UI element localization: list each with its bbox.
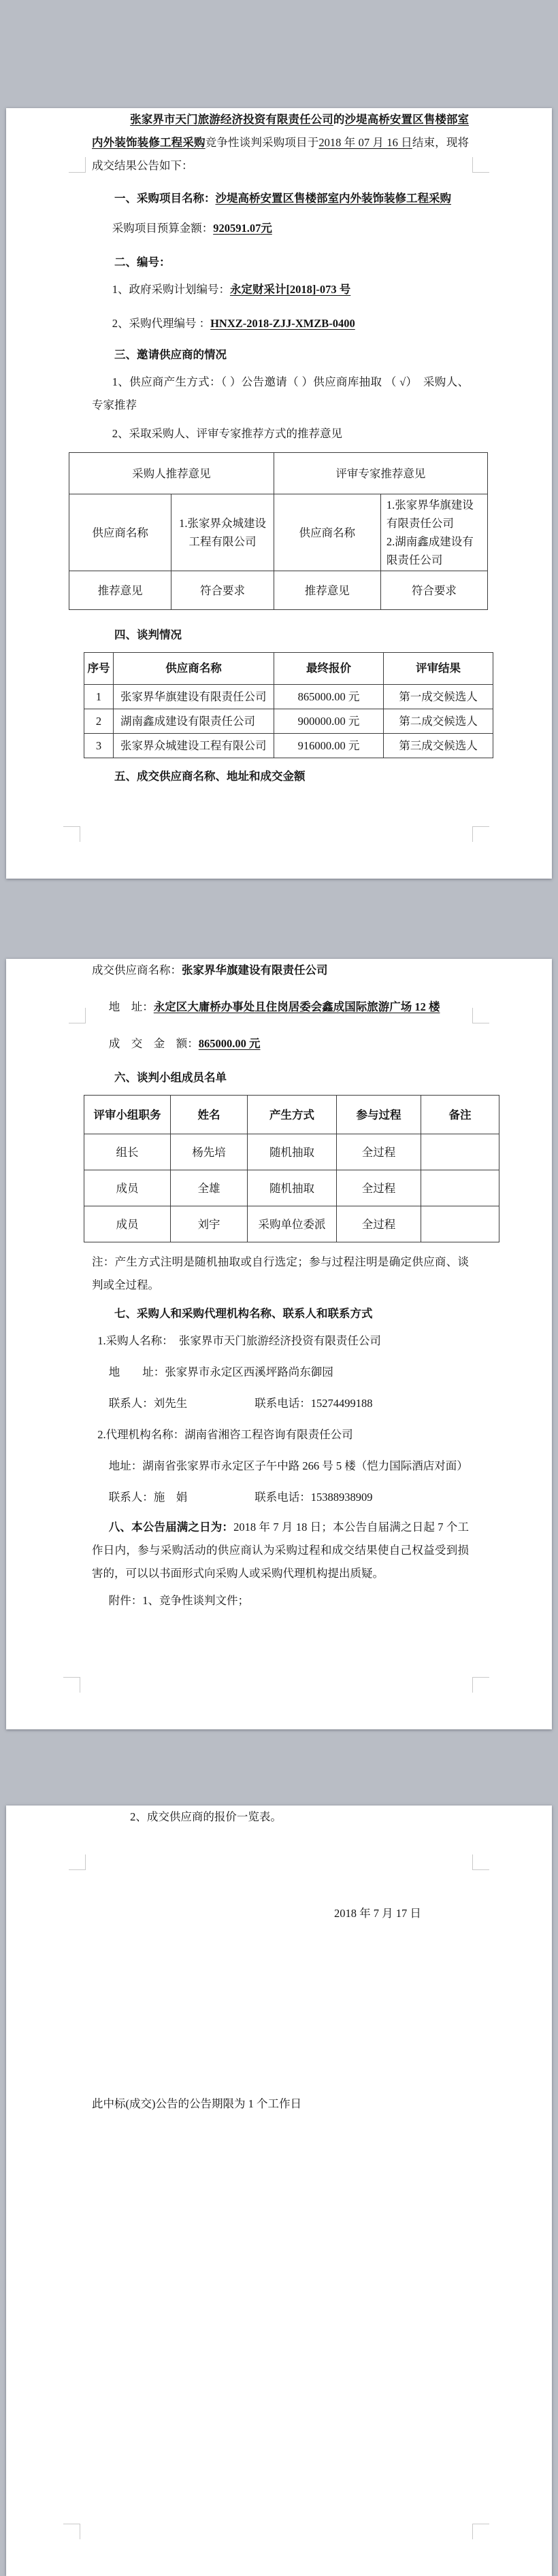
- table-cell: 评审小组职务: [84, 1096, 171, 1134]
- table-cell: 全雄: [171, 1170, 248, 1206]
- buyer-name-line: 1.采购人名称： 张家界市天门旅游经济投资有限责任公司: [97, 1334, 381, 1347]
- table-cell: 供应商名称: [69, 494, 171, 571]
- table-cell: 第一成交候选人: [384, 685, 493, 709]
- recommendation-table: [69, 452, 488, 610]
- intro-mid: 竞争性谈判采购项目于: [205, 136, 319, 149]
- end-date: 2018 年 07 月 16 日: [318, 136, 412, 149]
- section-6-heading: 六、谈判小组成员名单: [114, 1071, 227, 1084]
- margin-corner-mark: [472, 157, 489, 173]
- table-cell: 产生方式: [248, 1096, 337, 1134]
- section-7-heading: 七、采购人和采购代理机构名称、联系人和联系方式: [114, 1307, 373, 1320]
- margin-corner-mark: [69, 157, 86, 173]
- table-cell: 随机抽取: [248, 1134, 337, 1170]
- margin-corner-mark: [63, 2524, 80, 2539]
- table-cell: 采购单位委派: [248, 1206, 337, 1242]
- margin-corner-mark: [472, 1677, 489, 1693]
- section-1-project-name: 沙堤高桥安置区售楼部室内外装饰装修工程采购: [215, 192, 451, 205]
- table-cell: 符合要求: [171, 571, 274, 610]
- note-line: 注：产生方式注明是随机抽取或自行选定；参与过程注明是确定供应商、谈判或全过程。: [92, 1255, 469, 1291]
- table-cell: 916000.00 元: [274, 734, 384, 758]
- table-cell: 全过程: [337, 1206, 421, 1242]
- table-row: [84, 1134, 499, 1170]
- table-cell: 全过程: [337, 1134, 421, 1170]
- winner-name: 张家界华旗建设有限责任公司: [182, 964, 328, 977]
- table-cell: 成员: [84, 1206, 171, 1242]
- margin-corner-mark: [63, 826, 80, 842]
- budget-amount: 920591.07元: [213, 222, 272, 235]
- table-cell: 姓名: [171, 1096, 248, 1134]
- table-cell: 随机抽取: [248, 1170, 337, 1206]
- table-cell: 张家界华旗建设有限责任公司: [114, 685, 274, 709]
- table-cell: 1.张家界华旗建设有限责任公司 2.湖南鑫成建设有限责任公司: [380, 494, 487, 571]
- section-1-heading: 一、采购项目名称：沙堤高桥安置区售楼部室内外装饰装修工程采购: [114, 192, 451, 205]
- agent-number: HNXZ-2018-ZJJ-XMZB-0400: [210, 317, 355, 330]
- table-cell: 1: [84, 685, 114, 709]
- buyer-name: 张家界市天门旅游经济投资有限责任公司: [130, 113, 333, 126]
- section-8-paragraph: 八、本公告届满之日为：2018 年 7 月 18 日；本公告自届满之日起 7 个工作日内，参与采购活动的供应商认为采购过程和成交结果使自己权益受到损害的，可以以书面形式向采购人或采购代理机构提出质疑。: [92, 1521, 470, 1580]
- table-cell: 张家界众城建设工程有限公司: [114, 734, 274, 758]
- margin-corner-mark: [69, 1008, 86, 1023]
- table-row: [84, 685, 493, 709]
- table-cell: 备注: [421, 1096, 499, 1134]
- page-1: [6, 108, 552, 879]
- intro-de: 的: [333, 113, 345, 126]
- table-cell: [421, 1170, 499, 1206]
- table-cell: 序号: [84, 653, 114, 685]
- project-name: 沙堤高桥安置区售楼部室内外装饰装修工程采购: [92, 113, 470, 149]
- table-cell: 组长: [84, 1134, 171, 1170]
- buyer-contact-line: 联系人：刘先生 联系电话：15274499188: [108, 1397, 373, 1410]
- table-header-row: [69, 453, 488, 494]
- table-cell: 供应商名称: [114, 653, 274, 685]
- table-cell: 采购人推荐意见: [69, 453, 274, 494]
- intro-paragraph: [92, 108, 469, 177]
- table-cell: 符合要求: [380, 571, 487, 610]
- section-5-heading: 五、成交供应商名称、地址和成交金额: [114, 770, 306, 783]
- margin-corner-mark: [472, 1854, 489, 1870]
- table-cell: 865000.00 元: [274, 685, 384, 709]
- agency-contact-line: 联系人：施 娟 联系电话：15388938909: [108, 1491, 373, 1504]
- margin-corner-mark: [63, 1677, 80, 1693]
- supplier-method-line: 1、供应商产生方式：（ ）公告邀请（ ）供应商库抽取 （ √） 采购人、专家推荐: [92, 375, 469, 411]
- intro-tail: 结束，现将成交结果公告如下：: [92, 136, 470, 172]
- table-cell: 全过程: [337, 1170, 421, 1206]
- winner-address-line: 地 址：永定区大庸桥办事处且住岗居委会鑫成国际旅游广场 12 楼: [108, 1000, 440, 1013]
- margin-corner-mark: [472, 1008, 489, 1023]
- table-row: [69, 571, 488, 610]
- agency-name-line: 2.代理机构名称：湖南省湘咨工程咨询有限责任公司: [97, 1428, 353, 1441]
- budget-line: 采购项目预算金额：920591.07元: [112, 222, 272, 235]
- table-cell: 供应商名称: [274, 494, 380, 571]
- table-cell: 900000.00 元: [274, 709, 384, 734]
- margin-corner-mark: [472, 826, 489, 842]
- table-row: [84, 709, 493, 734]
- page-3: [6, 1806, 552, 2576]
- table-cell: 2: [84, 709, 114, 734]
- table-cell: 第三成交候选人: [384, 734, 493, 758]
- table-cell: 最终报价: [274, 653, 384, 685]
- plan-number-line: 1、政府采购计划编号：永定财采计[2018]-073 号: [112, 283, 351, 296]
- table-row: [84, 1170, 499, 1206]
- negotiation-table: [84, 652, 493, 758]
- panel-members-table: [84, 1095, 499, 1242]
- deal-amount-line: 成 交 金 额：865000.00 元: [108, 1037, 261, 1050]
- margin-corner-mark: [472, 2524, 489, 2539]
- plan-number: 永定财采计[2018]-073 号: [229, 283, 351, 296]
- winner-line: 成交供应商名称：张家界华旗建设有限责任公司: [92, 964, 328, 977]
- table-cell: 1.张家界众城建设工程有限公司: [171, 494, 274, 571]
- section-4-heading: 四、谈判情况: [114, 628, 182, 641]
- section-2-heading: 二、编号：: [114, 256, 171, 269]
- table-header-row: [84, 653, 493, 685]
- deal-amount: 865000.00 元: [198, 1037, 261, 1050]
- agency-address-line: 地址：湖南省张家界市永定区子午中路 266 号 5 楼（恺力国际酒店对面）: [108, 1459, 468, 1472]
- table-cell: 成员: [84, 1170, 171, 1206]
- agent-number-line: 2、采购代理编号 ：HNXZ-2018-ZJJ-XMZB-0400: [112, 317, 355, 330]
- table-cell: [421, 1206, 499, 1242]
- table-cell: 杨先培: [171, 1134, 248, 1170]
- table-cell: 3: [84, 734, 114, 758]
- table-cell: 推荐意见: [274, 571, 380, 610]
- table-cell: 推荐意见: [69, 571, 171, 610]
- section-8-heading: 八、本公告届满之日为：: [108, 1521, 234, 1533]
- table-header-row: [84, 1096, 499, 1134]
- announcement-date: 2018 年 7 月 17 日: [334, 1907, 421, 1920]
- recommend-line: 2、采取采购人、评审专家推荐方式的推荐意见: [112, 427, 342, 440]
- winner-address: 永定区大庸桥办事处且住岗居委会鑫成国际旅游广场 12 楼: [153, 1000, 440, 1013]
- margin-corner-mark: [69, 1854, 86, 1870]
- table-cell: 评审结果: [384, 653, 493, 685]
- notice-period-line: 此中标(成交)公告的公告期限为 1 个工作日: [92, 2097, 301, 2110]
- attachment-line-2: 2、成交供应商的报价一览表。: [130, 1810, 282, 1823]
- table-cell: 参与过程: [337, 1096, 421, 1134]
- table-cell: [421, 1134, 499, 1170]
- table-cell: 湖南鑫成建设有限责任公司: [114, 709, 274, 734]
- section-3-heading: 三、邀请供应商的情况: [114, 348, 227, 361]
- buyer-address-line: 地 址：张家界市永定区西溪坪路尚东御园: [108, 1366, 333, 1378]
- table-row: [84, 734, 493, 758]
- table-row: [84, 1206, 499, 1242]
- table-cell: 刘宇: [171, 1206, 248, 1242]
- table-cell: 第二成交候选人: [384, 709, 493, 734]
- page-2: [6, 959, 552, 1729]
- table-row: [69, 494, 488, 571]
- attachment-line-1: 附件：1、竞争性谈判文件；: [108, 1594, 249, 1607]
- table-cell: 评审专家推荐意见: [274, 453, 487, 494]
